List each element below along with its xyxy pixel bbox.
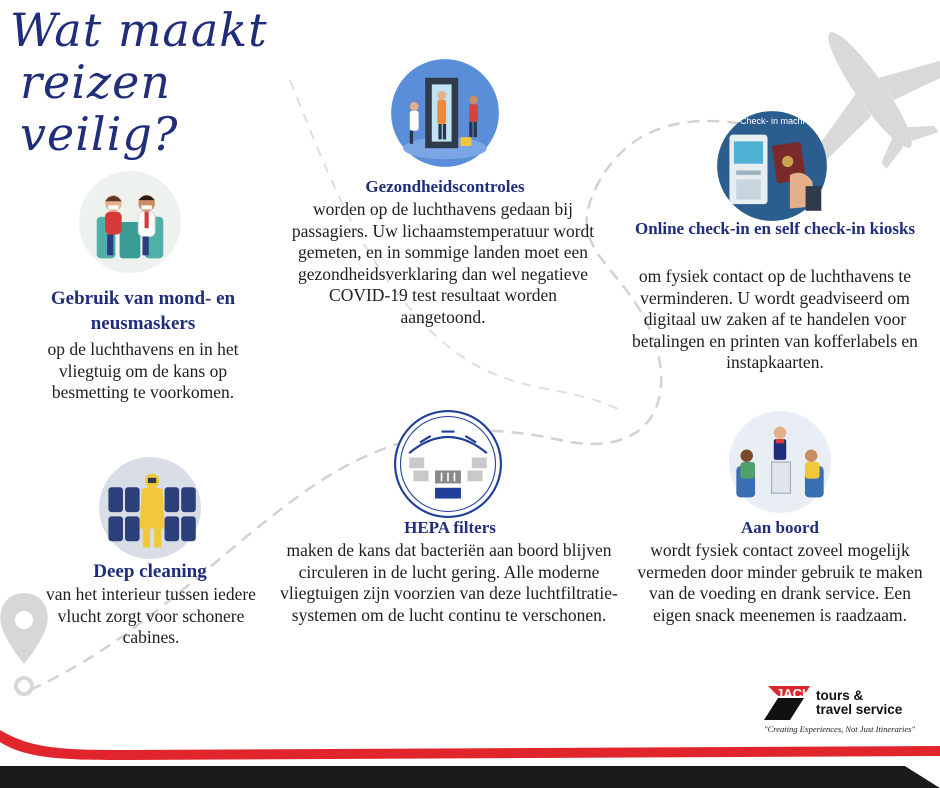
hepa-title: HEPA filters <box>404 518 496 537</box>
logo-line-1: tours & <box>816 688 864 703</box>
deep-cleaning-icon <box>98 456 202 560</box>
masks-body: op de luchthavens en in het vliegtuig om de kans op besmetting te voorkomen. <box>47 339 239 402</box>
onboard-service-icon <box>728 410 832 514</box>
hepa-filter-icon <box>394 410 502 518</box>
jack-tours-logo <box>764 676 924 740</box>
onboard-title: Aan boord <box>741 518 819 537</box>
logo-tagline: "Creating Experiences, Not Just Itineraries" <box>764 724 916 734</box>
face-mask-passengers-icon <box>78 170 182 274</box>
onboard-body: wordt fysiek contact zoveel mogelijk vermeden door minder gebruik te maken van de voeding en drank service. Een eigen snack meenemen is raadzaam. <box>637 540 923 625</box>
location-pin-icon <box>0 593 47 694</box>
title-line-1: Wat maakt <box>10 3 268 57</box>
logo-line-2: travel service <box>816 702 903 717</box>
health-title: Gezondheidscontroles <box>365 177 525 196</box>
checkin-body: om fysiek contact op de luchthavens te verminderen. U wordt geadviseerd om digitaal uw zaken af te handelen voor betalingen en printen van kofferlabels en instapkaarten. <box>632 266 918 372</box>
black-stripe <box>0 766 940 788</box>
hepa-body: maken de kans dat bacteriën aan boord blijven circuleren in de lucht gering. Alle moderne vliegtuigen zijn voorzien van deze luchtfiltratie-systemen om de lucht continu te verschonen. <box>280 540 618 625</box>
page-title <box>10 4 330 160</box>
masks-title: Gebruik van mond- en neusmaskers <box>50 288 236 334</box>
logo-brand: JACK <box>776 686 812 701</box>
body-scanner-icon <box>390 58 500 168</box>
cleaning-body: van het interieur tussen iedere vlucht zorgt voor schonere cabines. <box>46 584 256 647</box>
cleaning-title: Deep cleaning <box>93 561 207 582</box>
checkin-title: Online check-in en self check-in kiosks <box>634 219 916 238</box>
title-line-2: reizen veilig? <box>20 55 179 161</box>
check-in-kiosk-icon <box>716 110 828 222</box>
kiosk-screen-label: Check- in machi <box>740 116 805 126</box>
kiosk-illustration <box>716 110 828 222</box>
health-body: worden op de luchthavens gedaan bij passagiers. Uw lichaamstemperatuur wordt gemeten, en in sommige landen moet een gezondheidsverklaring dan wel negatieve COVID-19 test resultaat worden aangetoond. <box>291 199 595 327</box>
